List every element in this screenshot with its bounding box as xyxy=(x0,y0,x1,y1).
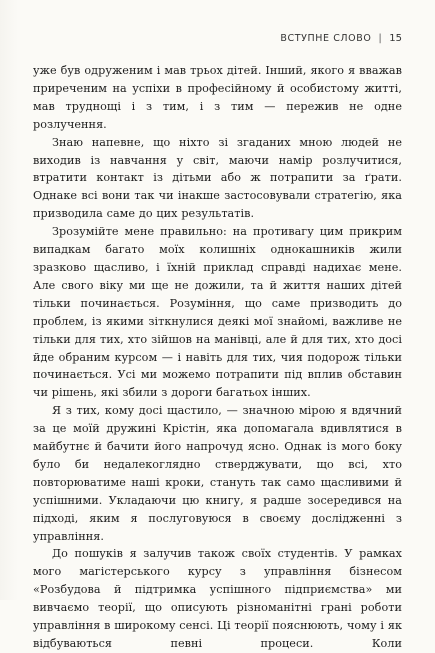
paragraph: Знаю напевне, що ніхто зі згаданих мною людей не виходив із навчання у світ, маючи намір розлучитися, втратити контакт із дітьми або ж потрапити за ґрати. Однаке всі вони так чи інакше застосовували стратегію, яка призводила саме до цих результатів. xyxy=(33,135,402,221)
page-number: 15 xyxy=(389,33,402,44)
paragraph: Зрозумійте мене правильно: на противагу цим прикрим випадкам багато моїх колишніх однокашників жили зразково щасливо, і їхній приклад справді надихає мене. Але свого віку ми ще не дожили, та й життя наших дітей тільки починається. Розуміння, що саме призводить до проблем, із якими зіткнулися деякі мої знайомі, важливе не тільки для тих, хто зійшов на манівці, але й для тих, хто досі йде обраним курсом — і навіть для тих, чия подорож тільки починається. Усі ми можемо потрапити під вплив обставин чи рішень, які збили з дороги багатьох інших. xyxy=(33,225,402,400)
paragraph: уже був одруженим і мав трьох дітей. Інший, якого я вважав приреченим на успіхи в професійному й особистому житті, мав труднощі і з тим, і з тим — пережив не одне розлучення. xyxy=(33,64,402,131)
paragraph: Я з тих, кому досі щастило, — значною мірою я вдячний за це моїй дружині Крістін, яка допомагала вдивлятися в майбутнє й бачити його напрочуд ясно. Однак із мого боку було би недалекоглядно стверджувати, що всі, хто повторюватиме наші кроки, стануть так само щасливими й успішними. Укладаючи цю книгу, я радше зосередився на підході, яким я послуговуюся в своєму дослідженні з управління. xyxy=(33,404,402,543)
paragraph: До пошуків я залучив також своїх студентів. У рамках мого магістерського курсу з управління бізнесом «Розбудова й підтримка успішного підприємства» ми вивчаємо теорії, що описують різноманітні грані роботи управління в широкому сенсі. Ці теорії пояснюють, чому і як відбуваються певні процеси. Коли xyxy=(33,547,402,650)
chapter-title: ВСТУПНЕ СЛОВО xyxy=(280,33,372,44)
header-separator: | xyxy=(378,33,383,44)
running-header xyxy=(280,33,402,44)
body-text xyxy=(33,62,402,653)
